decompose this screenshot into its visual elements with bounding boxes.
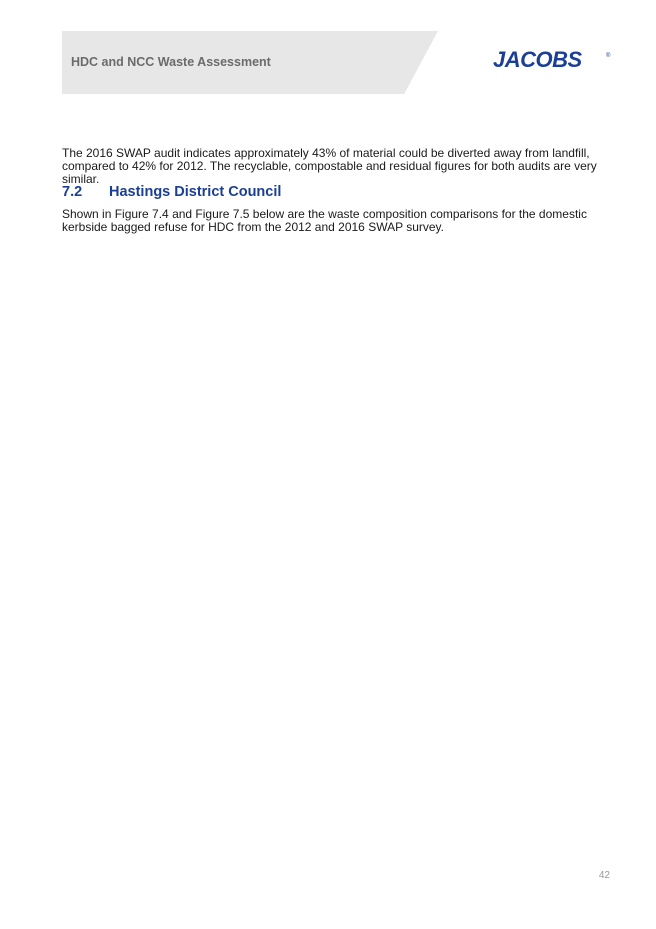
page-number: 42 [598,870,610,881]
document-title: HDC and NCC Waste Assessment [71,55,271,69]
registered-mark: ® [606,53,611,59]
intro-paragraph: The 2016 SWAP audit indicates approximately 43% of material could be diverted away from landfill, compared to 42% for 2012. The recyclable, compostable and residual figures for both audits are very similar. [62,146,597,186]
section-number: 7.2 [62,184,83,200]
section-heading [62,184,281,200]
section-paragraph: Shown in Figure 7.4 and Figure 7.5 below are the waste composition comparisons for the domestic kerbside bagged refuse for HDC from the 2012 and 2016 SWAP survey. [62,207,587,234]
section-title: Hastings District Council [109,184,282,200]
jacobs-logo: JACOBS [493,47,582,72]
